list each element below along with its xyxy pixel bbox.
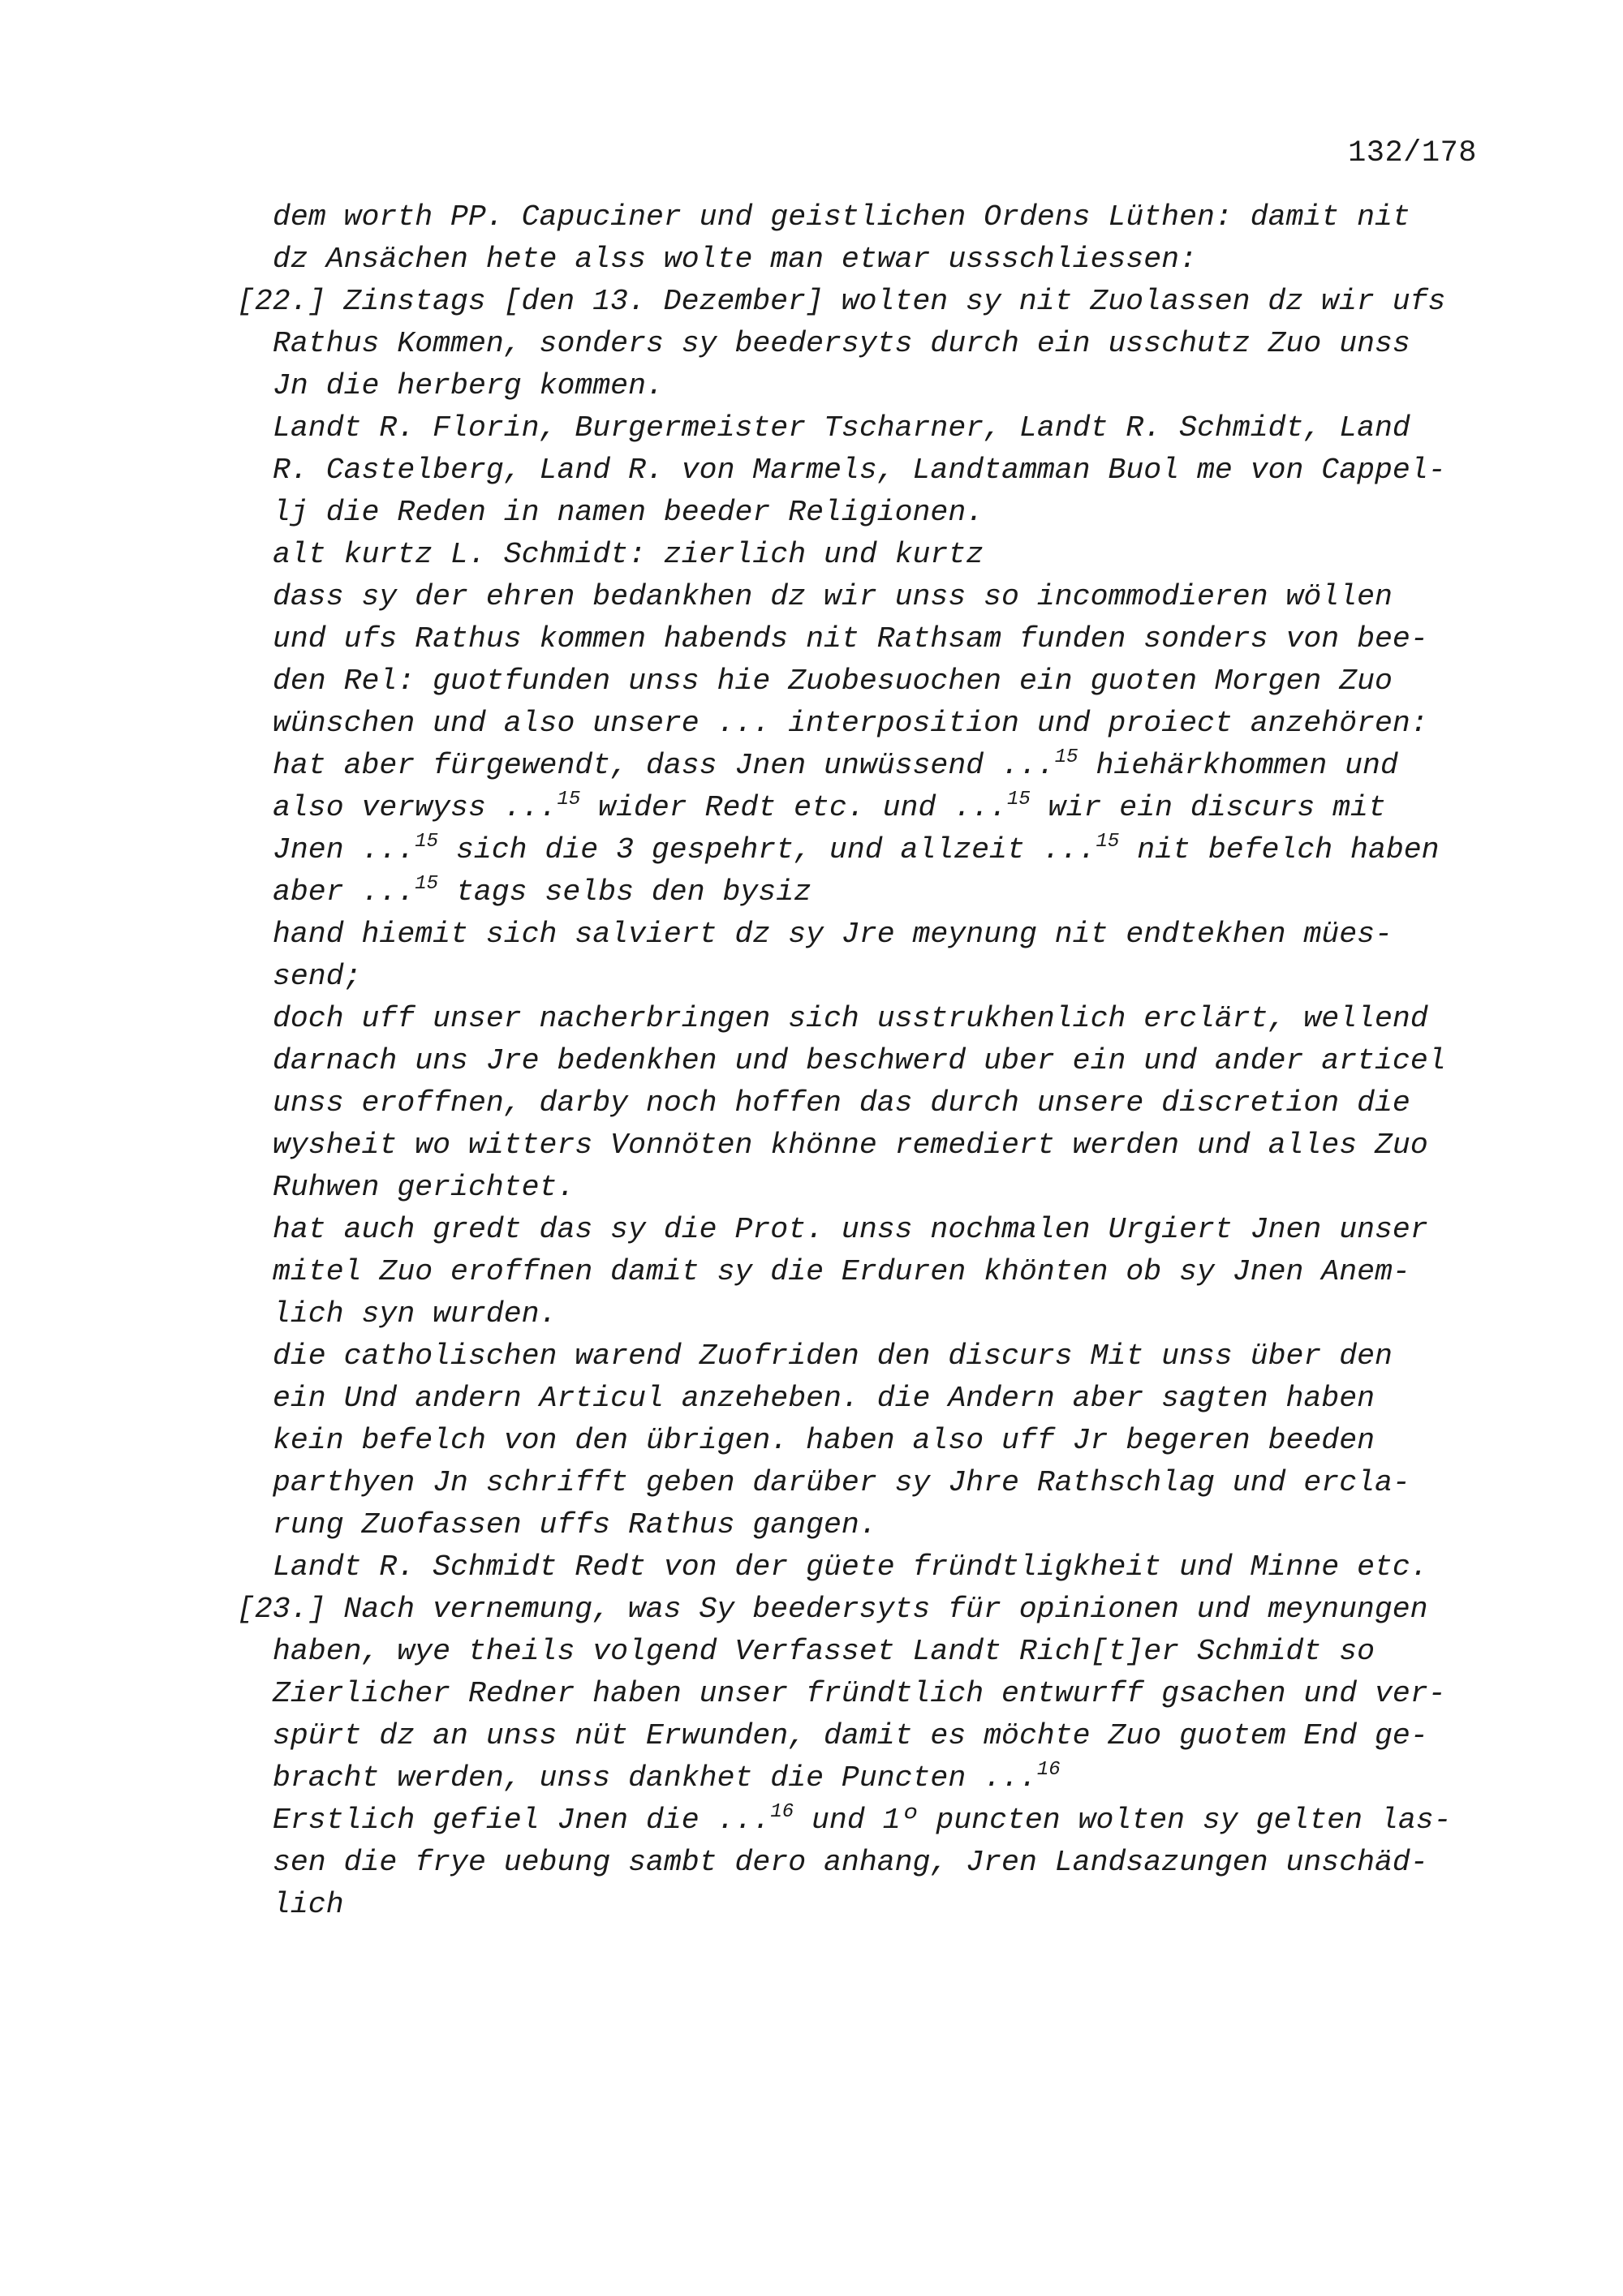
text-run: bracht werden, unss dankhet die Puncten ... [273,1761,1037,1795]
text-line: die catholischen warend Zuofriden den discurs Mit unss über den [273,1339,1393,1373]
text-line: wysheit wo witters Vonnöten khönne remediert werden und alles Zuo [273,1129,1428,1162]
text-line [237,787,1503,829]
text-line: lj die Reden in namen beeder Religionen. [273,496,984,529]
text-line: und ufs Rathus kommen habends nit Rathsam funden sonders von bee- [273,622,1428,656]
text-line [237,1799,1503,1842]
text-line: mitel Zuo eroffnen damit sy die Erduren khönten ob sy Jnen Anem- [273,1255,1410,1288]
text-line: sen die frye uebung sambt dero anhang, Jren Landsazungen unschäd- [273,1846,1428,1879]
footnote-ref: 15 [557,789,581,810]
text-line: doch uff unser nacherbringen sich usstrukhenlich erclärt, wellend [273,1002,1428,1035]
text-line: Ruhwen gerichtet. [273,1171,575,1204]
text-line: send; [273,960,362,993]
text-line: dem worth PP. Capuciner und geistlichen Ordens Lüthen: damit nit [273,200,1410,234]
text-line: lich syn wurden. [273,1297,558,1331]
text-line: Rathus Kommen, sonders sy beedersyts durch ein usschutz Zuo unss [273,327,1410,360]
footnote-ref: 15 [1096,831,1120,853]
text-line: parthyen Jn schrifft geben darüber sy Jhre Rathschlag und ercla- [273,1466,1410,1499]
text-run: aber ... [273,875,415,909]
text-line: kein befelch von den übrigen. haben also uff Jr begeren beeden [273,1424,1375,1457]
text-run: Jnen ... [273,833,415,866]
text-line: Zierlicher Redner haben unser fründtlich entwurff gsachen und ver- [273,1677,1446,1710]
text-line: ein Und andern Articul anzeheben. die Andern aber sagten haben [273,1382,1375,1415]
footnote-ref: 16 [770,1801,794,1823]
text-line: spürt dz an unss nüt Erwunden, damit es möchte Zuo guotem End ge- [273,1719,1428,1752]
text-line: dass sy der ehren bedankhen dz wir unss so incommodieren wöllen [273,580,1393,613]
text-run: nit befelch haben [1119,833,1440,866]
text-run: tags selbs den bysiz [438,875,812,909]
footnote-ref: 15 [415,873,439,895]
footnote-ref: 15 [415,831,439,853]
text-line: alt kurtz L. Schmidt: zierlich und kurtz [273,538,984,571]
text-line: unss eroffnen, darby noch hoffen das durch unsere discretion die [273,1086,1410,1120]
page-number: 132/178 [1348,136,1477,170]
text-run: wir ein discurs mit [1030,791,1386,824]
footnote-ref: 15 [1006,789,1031,810]
text-line: Landt R. Schmidt Redt von der güete fründtligkheit und Minne etc. [273,1550,1428,1584]
text-run: sich die 3 gespehrt, und allzeit ... [438,833,1096,866]
text-line [237,829,1503,871]
text-line: lich [273,1888,344,1921]
text-line: rung Zuofassen uffs Rathus gangen. [273,1508,877,1541]
text-run: Erstlich gefiel Jnen die ... [273,1804,771,1837]
paragraph-start-line: [22.] Zinstags [den 13. Dezember] wolten sy nit Zuolassen dz wir ufs [237,285,1446,318]
text-line [237,871,1503,914]
text-run: hat aber fürgewendt, dass Jnen unwüssend ... [273,749,1055,782]
text-line: hand hiemit sich salviert dz sy Jre meynung nit endtekhen mües- [273,918,1393,951]
text-line: Jn die herberg kommen. [273,369,664,402]
text-run: wider Redt etc. und ... [580,791,1007,824]
text-run: also verwyss ... [273,791,558,824]
text-run: hiehärkhommen und [1078,749,1398,782]
text-line: darnach uns Jre bedenkhen und beschwerd uber ein und ander articel [273,1044,1446,1077]
text-line: R. Castelberg, Land R. von Marmels, Landtamman Buol me von Cappel- [273,454,1446,487]
text-line: Landt R. Florin, Burgermeister Tscharner, Landt R. Schmidt, Land [273,411,1410,445]
footnote-ref: 16 [1036,1759,1061,1781]
text-line: den Rel: guotfunden unss hie Zuobesuochen ein guoten Morgen Zuo [273,664,1393,698]
text-line: haben, wye theils volgend Verfasset Landt Rich[t]er Schmidt so [273,1635,1375,1668]
text-line: wünschen und also unsere ... interposition und proiect anzehören: [273,707,1428,740]
text-run: und 1º puncten wolten sy gelten las- [794,1804,1452,1837]
footnote-ref: 15 [1054,746,1078,768]
text-line [237,745,1503,787]
text-line: dz Ansächen hete alss wolte man etwar ussschliessen: [273,243,1197,276]
document-body [237,196,1503,1926]
paragraph-start-line: [23.] Nach vernemung, was Sy beedersyts für opinionen und meynungen [237,1593,1428,1626]
text-line: hat auch gredt das sy die Prot. unss nochmalen Urgiert Jnen unser [273,1213,1428,1246]
text-line [237,1757,1503,1799]
